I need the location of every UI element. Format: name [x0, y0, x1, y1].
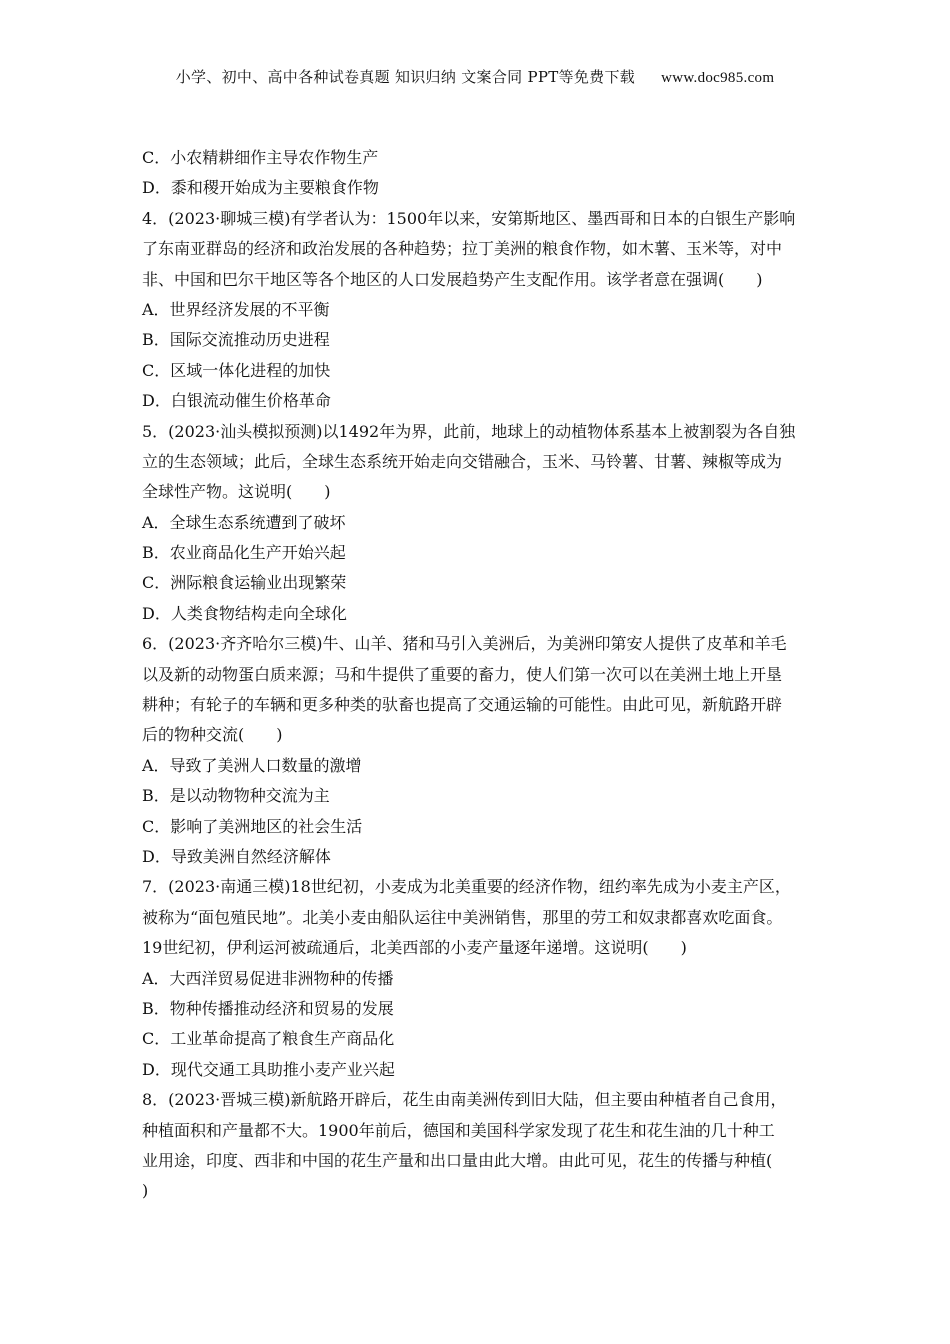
option-line: C．区域一体化进程的加快 [142, 360, 331, 380]
option-line: A．大西洋贸易促进非洲物种的传播 [142, 968, 394, 988]
question-stem-line: 业用途，印度、西非和中国的花生产量和出口量由此大增。由此可见，花生的传播与种植( [142, 1150, 773, 1170]
option-line: C．工业革命提高了粮食生产商品化 [142, 1029, 395, 1049]
question-stem-line: 8．(2023·晋城三模)新航路开辟后，花生由南美洲传到旧大陆，但主要由种植者自己食用， [142, 1090, 787, 1110]
question-stem-line: 非、中国和巴尔干地区等各个地区的人口发展趋势产生支配作用。该学者意在强调( ) [142, 269, 763, 289]
option-line: D．现代交通工具助推小麦产业兴起 [142, 1059, 395, 1079]
question-stem-line: 全球性产物。这说明( ) [142, 482, 331, 502]
option-line: C．洲际粮食运输业出现繁荣 [142, 573, 347, 593]
header-text: 小学、初中、高中各种试卷真题 知识归纳 文案合同 PPT等免费下载 [175, 68, 636, 86]
question-document [142, 143, 832, 1207]
option-line: B．国际交流推动历史进程 [142, 330, 330, 350]
question-stem-line: 耕种；有轮子的车辆和更多种类的驮畜也提高了交通运输的可能性。由此可见，新航路开辟 [142, 695, 783, 715]
option-line: B．农业商品化生产开始兴起 [142, 543, 346, 563]
option-line: B．是以动物物种交流为主 [142, 786, 330, 806]
option-line: C．影响了美洲地区的社会生活 [142, 816, 363, 836]
question-stem-line: 5．(2023·汕头模拟预测)以1492年为界，此前，地球上的动植物体系基本上被割裂为各自独 [142, 421, 796, 441]
question-stem-line: 7．(2023·南通三模)18世纪初，小麦成为北美重要的经济作物，纽约率先成为小麦主产区， [142, 877, 791, 897]
question-stem-line: 19世纪初，伊利运河被疏通后，北美西部的小麦产量逐年递增。这说明( ) [142, 938, 687, 958]
option-line: A．导致了美洲人口数量的激增 [142, 755, 362, 775]
question-stem-line: 后的物种交流( ) [142, 725, 283, 745]
option-line: A．全球生态系统遭到了破坏 [142, 512, 346, 532]
question-stem-line: 4．(2023·聊城三模)有学者认为：1500年以来，安第斯地区、墨西哥和日本的白银生产影响 [142, 208, 796, 228]
question-stem-line: ) [142, 1181, 149, 1201]
page-header [0, 66, 950, 87]
option-line: D．人类食物结构走向全球化 [142, 603, 347, 623]
question-stem-line: 立的生态领域；此后，全球生态系统开始走向交错融合，玉米、马铃薯、甘薯、辣椒等成为 [142, 451, 783, 471]
question-stem-line: 被称为“面包殖民地”。北美小麦由船队运往中美洲销售，那里的劳工和奴隶都喜欢吃面食。 [142, 907, 783, 927]
option-line: D．黍和稷开始成为主要粮食作物 [142, 178, 379, 198]
option-line: C．小农精耕细作主导农作物生产 [142, 148, 379, 167]
option-line: A．世界经济发展的不平衡 [142, 299, 330, 319]
option-line: B．物种传播推动经济和贸易的发展 [142, 998, 394, 1018]
question-stem-line: 种植面积和产量都不大。1900年前后，德国和美国科学家发现了花生和花生油的几十种工 [142, 1120, 775, 1140]
question-stem-line: 以及新的动物蛋白质来源；马和牛提供了重要的畜力，使人们第一次可以在美洲土地上开垦 [142, 664, 783, 684]
option-line: D．白银流动催生价格革命 [142, 391, 331, 411]
header-site: www.doc985.com [661, 70, 775, 86]
question-stem-line: 了东南亚群岛的经济和政治发展的各种趋势；拉丁美洲的粮食作物，如木薯、玉米等，对中 [142, 239, 783, 259]
question-stem-line: 6．(2023·齐齐哈尔三模)牛、山羊、猪和马引入美洲后，为美洲印第安人提供了皮革和羊毛 [142, 634, 787, 654]
option-line: D．导致美洲自然经济解体 [142, 846, 331, 866]
